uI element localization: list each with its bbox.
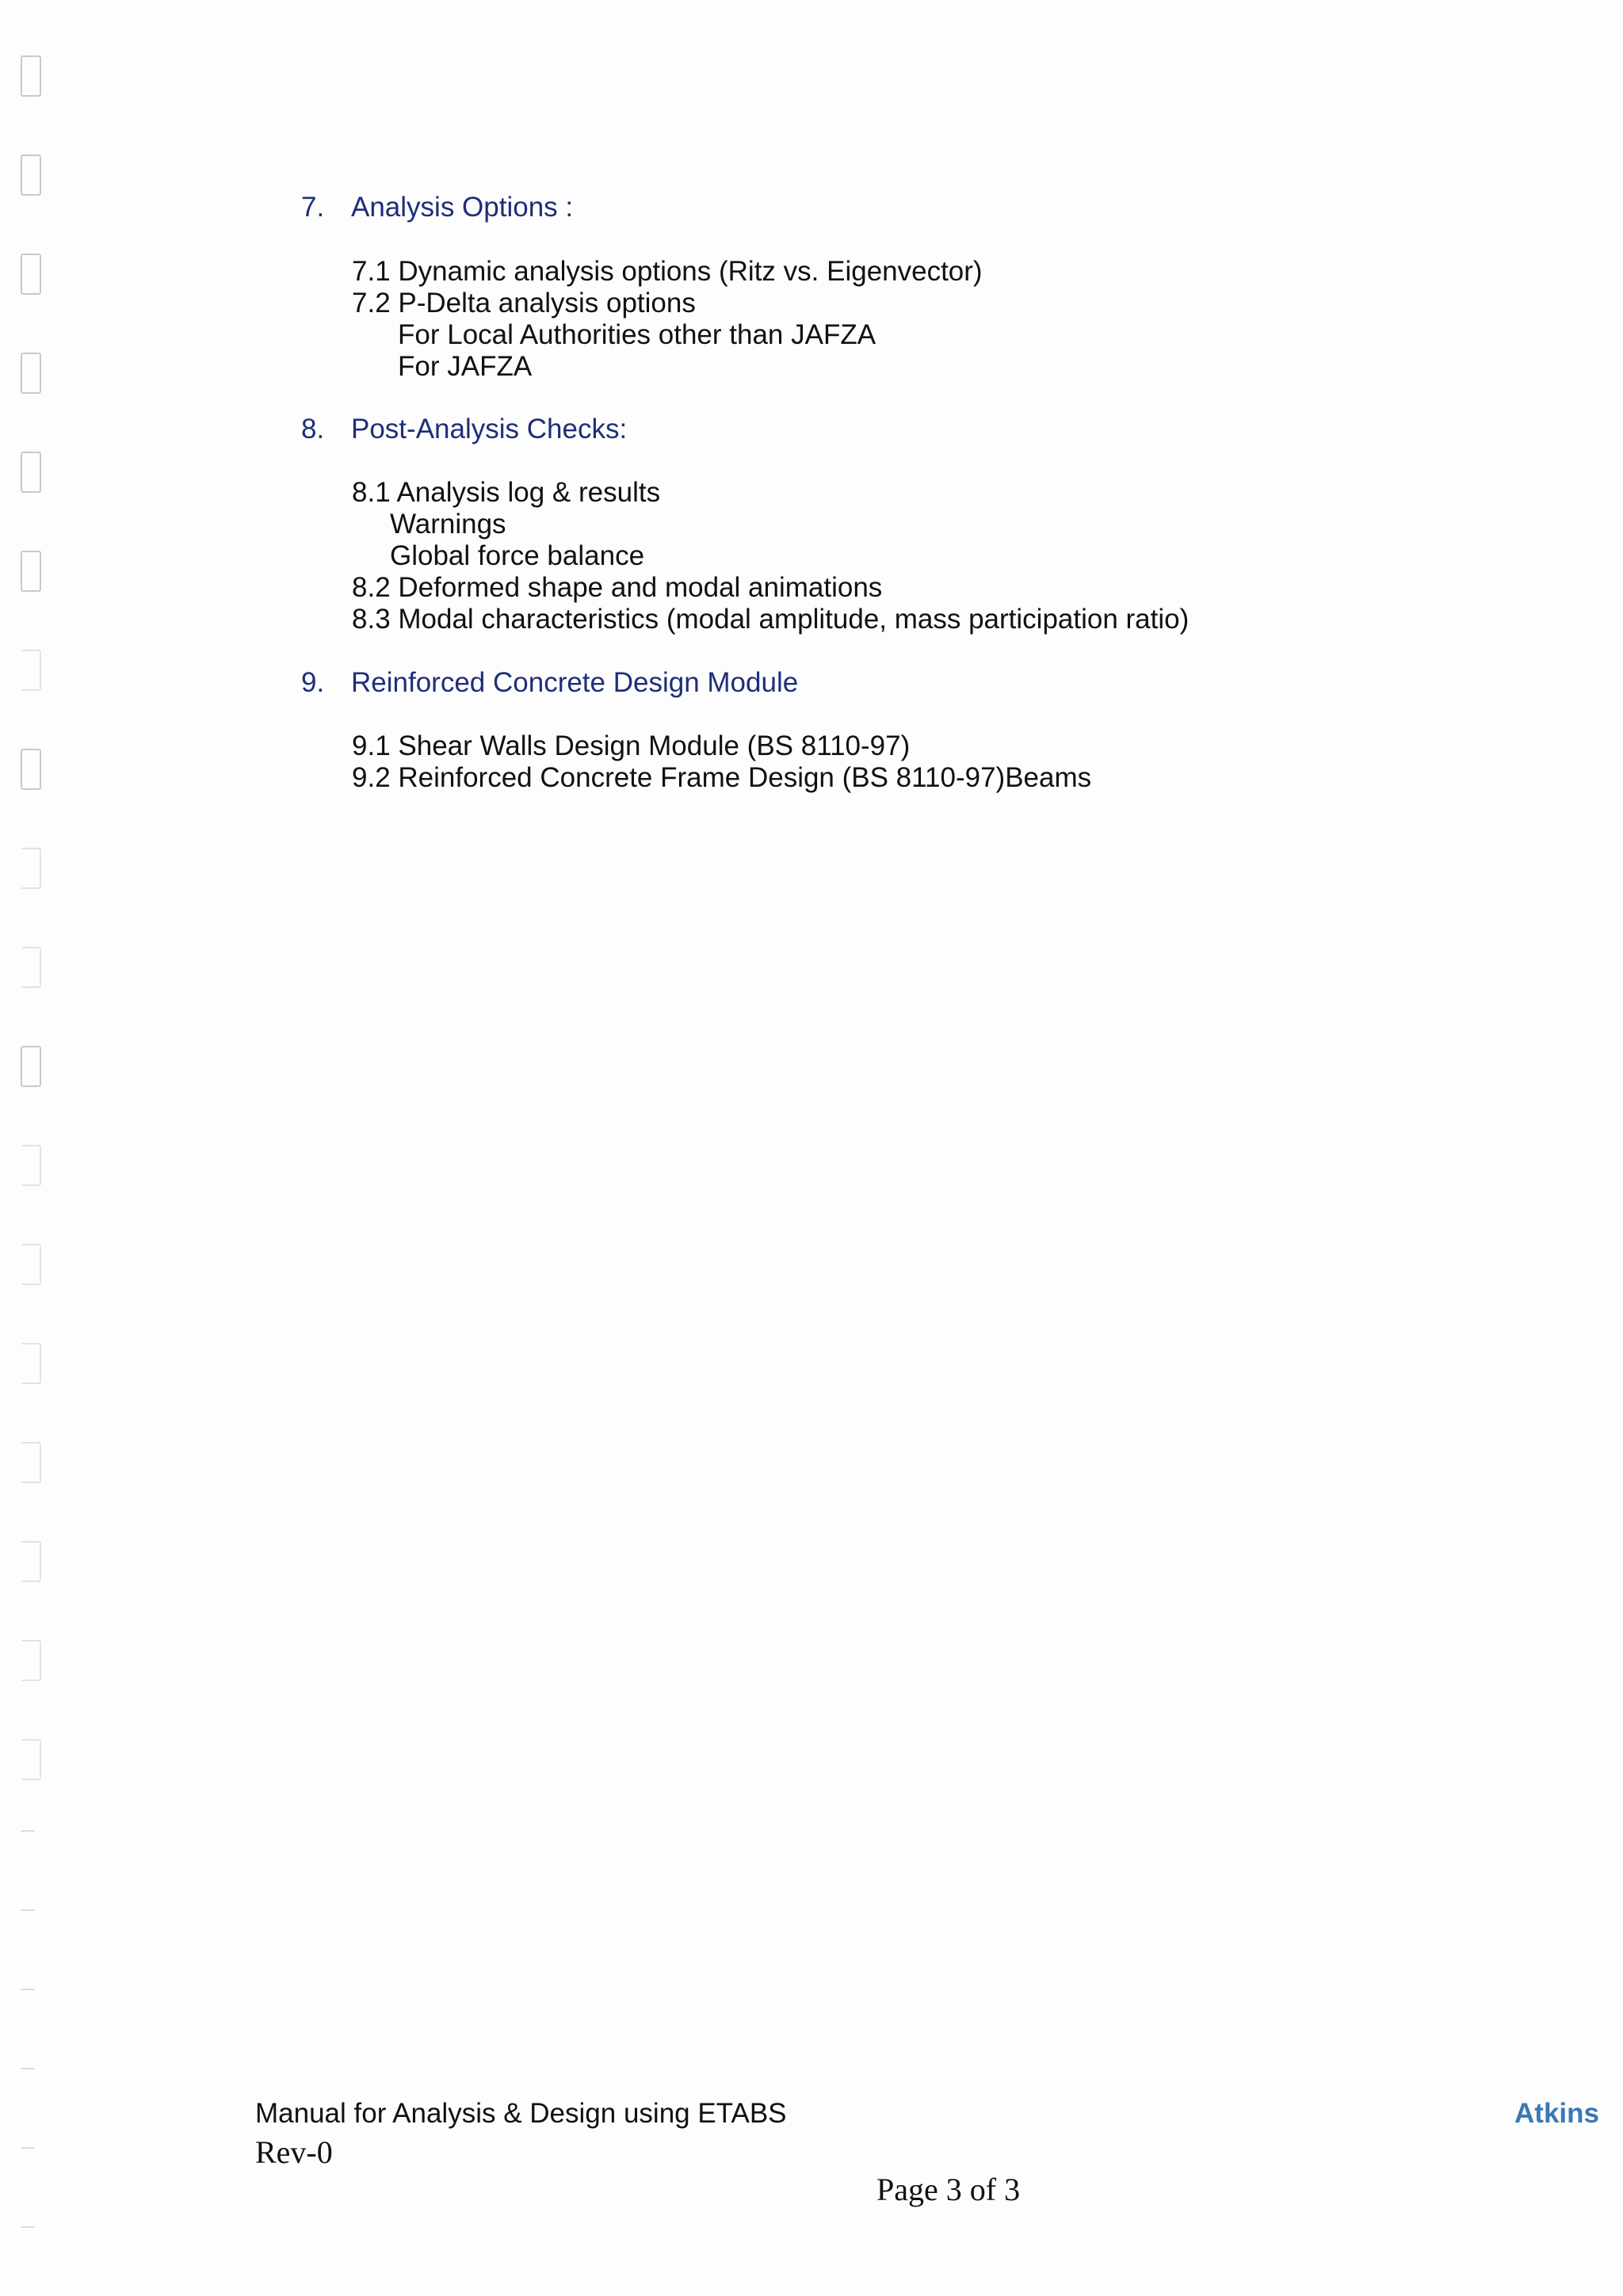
hole-mark — [21, 1442, 41, 1483]
footer-page-number: Page 3 of 3 — [876, 2172, 1021, 2207]
hole-mark — [21, 1640, 41, 1681]
list-subitem: Global force balance — [390, 540, 645, 571]
footer-company-logo: Atkins — [1514, 2098, 1599, 2129]
hole-mark — [21, 154, 41, 196]
list-item: 8.2 Deformed shape and modal animations — [352, 572, 883, 603]
hole-mark — [21, 1909, 35, 1913]
section-number: 9. — [301, 667, 325, 698]
hole-mark — [21, 452, 41, 493]
hole-mark — [21, 1989, 35, 1992]
section-title: Post-Analysis Checks: — [351, 414, 628, 444]
list-item: 8.1 Analysis log & results — [352, 477, 661, 508]
hole-mark — [21, 1145, 41, 1186]
hole-mark — [21, 650, 41, 691]
hole-mark — [21, 1541, 41, 1582]
list-item: 7.1 Dynamic analysis options (Ritz vs. Eigenvector) — [352, 256, 983, 287]
list-item: 9.1 Shear Walls Design Module (BS 8110-97) — [352, 730, 911, 761]
list-item: 9.2 Reinforced Concrete Frame Design (BS 8110-97)Beams — [352, 762, 1092, 793]
hole-mark — [21, 1343, 41, 1384]
hole-mark — [21, 1739, 41, 1780]
hole-mark — [21, 1046, 41, 1087]
section-number: 8. — [301, 414, 325, 444]
hole-mark — [21, 254, 41, 295]
list-subitem: Warnings — [390, 509, 506, 540]
list-subitem: For Local Authorities other than JAFZA — [398, 319, 876, 350]
hole-mark — [21, 55, 41, 97]
hole-mark — [21, 848, 41, 889]
hole-mark — [21, 2226, 35, 2229]
hole-mark — [21, 551, 41, 592]
footer-document-title: Manual for Analysis & Design using ETABS — [255, 2098, 787, 2129]
section-number: 7. — [301, 192, 325, 223]
hole-mark — [21, 2147, 35, 2150]
list-item: 8.3 Modal characteristics (modal amplitude, mass participation ratio) — [352, 604, 1190, 635]
section-title: Reinforced Concrete Design Module — [351, 667, 799, 698]
list-item: 7.2 P-Delta analysis options — [352, 288, 696, 318]
hole-mark — [21, 353, 41, 394]
hole-mark — [21, 947, 41, 988]
hole-mark — [21, 1244, 41, 1285]
hole-mark — [21, 1830, 35, 1833]
list-subitem: For JAFZA — [398, 351, 533, 382]
section-title: Analysis Options : — [351, 192, 574, 223]
footer-revision: Rev-0 — [255, 2134, 333, 2170]
hole-mark — [21, 2068, 35, 2071]
hole-mark — [21, 749, 41, 790]
